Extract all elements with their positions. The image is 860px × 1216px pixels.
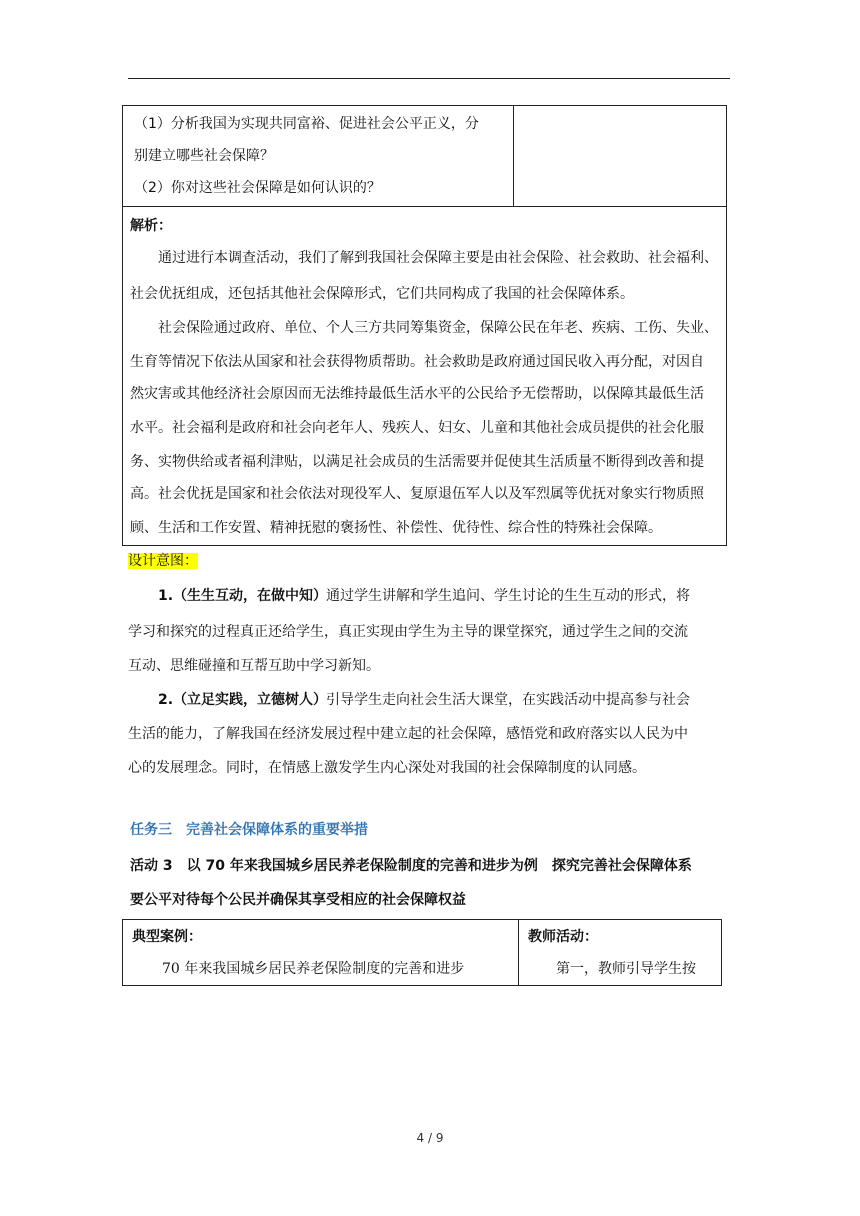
analysis-title: 解析： [130,218,172,234]
question-line-2: 别建立哪些社会保障？ [134,148,274,164]
teacher-text: 第一，教师引导学生按 [556,961,696,977]
teacher-header: 教师活动： [528,929,598,945]
design-p2-bold: 2.（立足实践，立德树人） [158,692,328,708]
design-title: 设计意图： [128,553,198,569]
design-p1-bold: 1.（生生互动，在做中知） [158,588,328,604]
question-line-3: （2）你对这些社会保障是如何认识的？ [134,180,381,196]
activity-line: 活动 3 以 70 年来我国城乡居民养老保险制度的完善和进步为例 探究完善社会保障体系 [130,858,692,874]
task-title: 任务三 完善社会保障体系的重要举措 [130,822,368,838]
activity-line: 要公平对待每个公民并确保其享受相应的社会保障权益 [130,892,466,908]
design-p2-line: 生活的能力，了解我国在经济发展过程中建立起的社会保障，感悟党和政府落实以人民为中 [128,726,688,742]
analysis-line: 高。社会优抚是国家和社会依法对现役军人、复原退伍军人以及军烈属等优抚对象实行物质照 [130,486,704,502]
analysis-line: 生育等情况下依法从国家和社会获得物质帮助。社会救助是政府通过国民收入再分配，对因自 [130,354,704,370]
case-header: 典型案例： [132,929,202,945]
analysis-line: 通过进行本调查活动，我们了解到我国社会保障主要是由社会保险、社会救助、社会福利、 [158,250,718,266]
analysis-line: 然灾害或其他经济社会原因而无法维持最低生活水平的公民给予无偿帮助，以保障其最低生活 [130,386,704,402]
analysis-line: 社会优抚组成，还包括其他社会保障形式，它们共同构成了我国的社会保障体系。 [130,286,634,302]
header-rule [128,78,730,79]
design-p1-line: 互动、思维碰撞和互帮互助中学习新知。 [128,658,380,674]
page-number: 4 / 9 [416,1131,444,1145]
design-p1-line: 学习和探究的过程真正还给学生，真正实现由学生为主导的课堂探究，通过学生之间的交流 [128,624,688,640]
analysis-line: 顾、生活和工作安置、精神抚慰的褒扬性、补偿性、优待性、综合性的特殊社会保障。 [130,520,662,536]
analysis-line: 社会保险通过政府、单位、个人三方共同筹集资金，保障公民在年老、疾病、工伤、失业、 [158,320,718,336]
design-p1-line: 通过学生讲解和学生追问、学生讨论的生生互动的形式，将 [326,588,690,604]
case-text: 70 年来我国城乡居民养老保险制度的完善和进步 [162,961,465,977]
design-p2-line: 引导学生走向社会生活大课堂，在实践活动中提高参与社会 [326,692,690,708]
empty-answer-cell [513,105,727,207]
question-line-1: （1）分析我国为实现共同富裕、促进社会公平正义，分 [134,116,479,132]
design-p2-line: 心的发展理念。同时，在情感上激发学生内心深处对我国的社会保障制度的认同感。 [128,760,646,776]
analysis-line: 务、实物供给或者福利津贴，以满足社会成员的生活需要并促使其生活质量不断得到改善和提 [130,454,704,470]
analysis-line: 水平。社会福利是政府和社会向老年人、残疾人、妇女、儿童和其他社会成员提供的社会化服 [130,420,704,436]
